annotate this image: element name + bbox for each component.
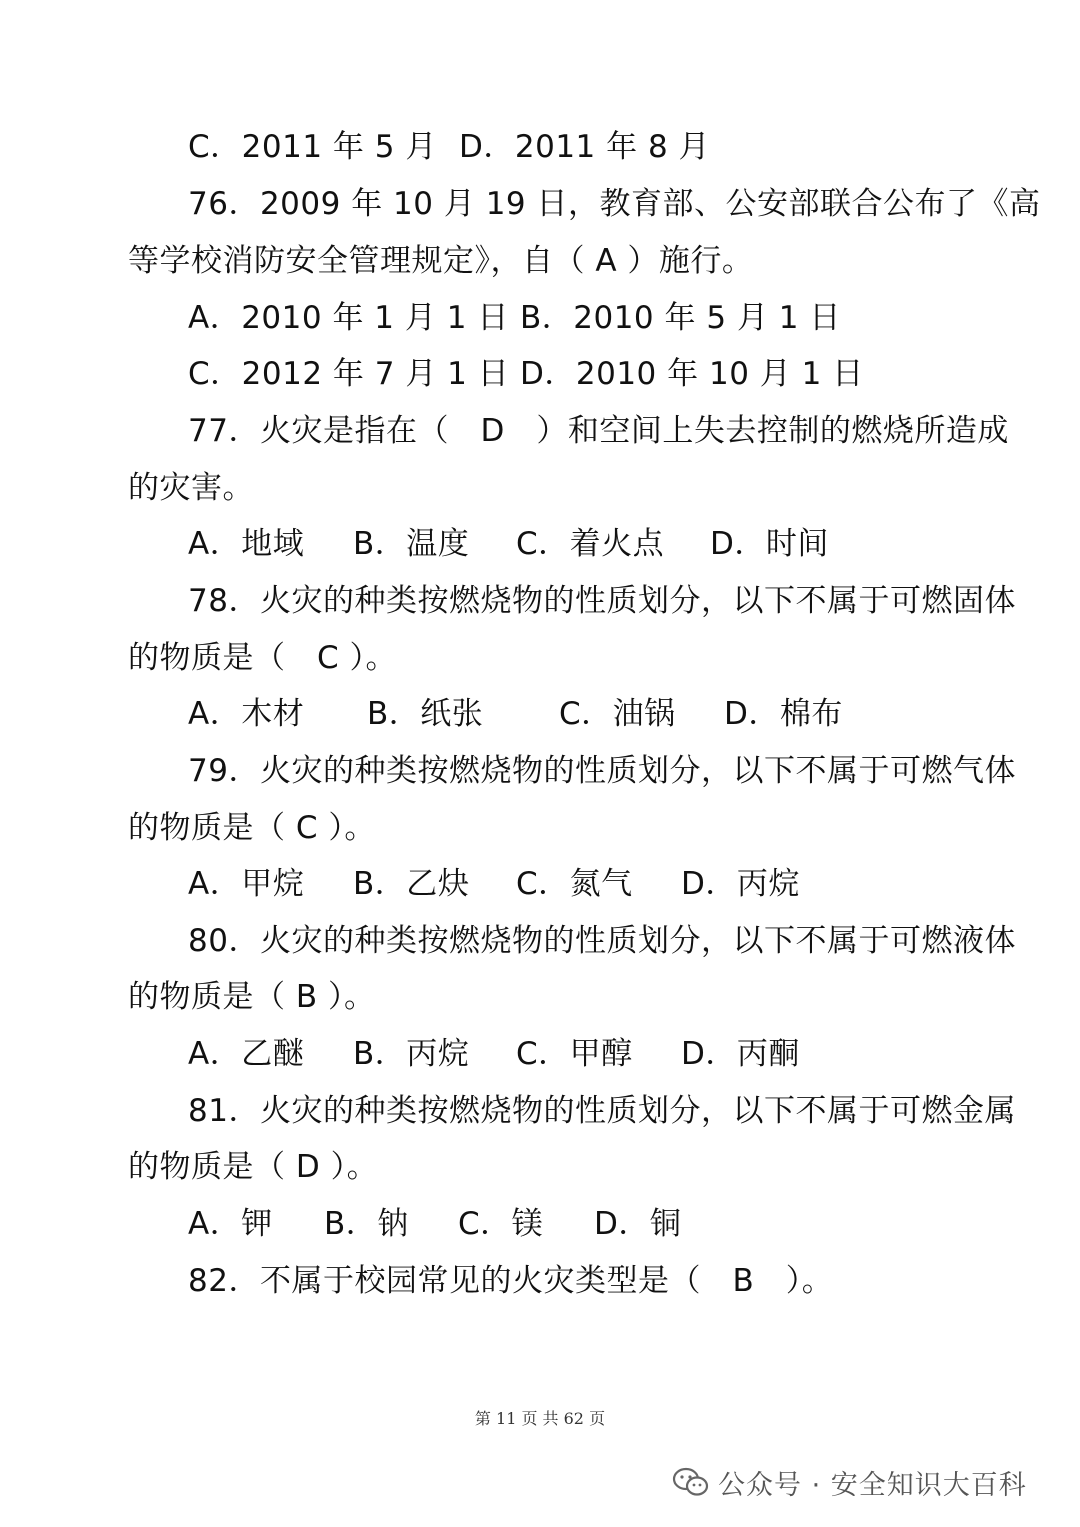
q76-text-line2: 等学校消防安全管理规定》，自（ A ）施行。 [128,243,754,279]
q79-option-d: D．丙烷 [681,866,800,902]
page-number-footer: 第 11 页 共 62 页 [474,1409,606,1428]
q75-option-d: D．2011 年 8 月 [459,129,711,165]
q79-option-c: C．氮气 [516,866,633,902]
q77-text-line2: 的灾害。 [128,470,254,506]
q77-text-line1: 77．火灾是指在（ D ）和空间上失去控制的燃烧所造成 [188,413,1009,449]
q80-text-line2: 的物质是（ B ）。 [128,979,376,1015]
q79-text-line1: 79．火灾的种类按燃烧物的性质划分，以下不属于可燃气体 [188,753,1016,789]
q80-text-line1: 80．火灾的种类按燃烧物的性质划分，以下不属于可燃液体 [188,923,1016,959]
q79-option-a: A．甲烷 [188,866,305,902]
q75-option-c: C．2011 年 5 月 [188,129,437,165]
q82-text-line1: 82．不属于校园常见的火灾类型是（ B ）。 [188,1263,834,1299]
q76-option-a: A．2010 年 1 月 1 日 [188,300,509,336]
q81-option-a: A．钾 [188,1206,273,1242]
q78-option-c: C．油锅 [559,696,676,732]
q78-option-d: D．棉布 [724,696,843,732]
q77-option-b: B．温度 [353,526,470,562]
watermark-text: 公众号 · 安全知识大百科 [718,1469,1027,1501]
q81-option-b: B．钠 [324,1206,409,1242]
q81-text-line2: 的物质是（ D ）。 [128,1149,379,1185]
q76-option-b: B．2010 年 5 月 1 日 [520,300,841,336]
q78-text-line2: 的物质是（ C ）。 [128,640,397,676]
wechat-icon [672,1466,710,1498]
q76-option-c: C．2012 年 7 月 1 日 [188,356,510,392]
q77-option-c: C．着火点 [516,526,665,562]
q79-text-line2: 的物质是（ C ）。 [128,810,376,846]
q81-option-d: D．铜 [594,1206,682,1242]
q76-text-line1: 76．2009 年 10 月 19 日，教育部、公安部联合公布了《高 [188,186,1041,222]
q77-option-d: D．时间 [710,526,829,562]
q78-option-a: A．木材 [188,696,305,732]
q80-option-a: A．乙醚 [188,1036,305,1072]
q81-text-line1: 81．火灾的种类按燃烧物的性质划分，以下不属于可燃金属 [188,1093,1016,1129]
q80-option-c: C．甲醇 [516,1036,633,1072]
q81-option-c: C．镁 [458,1206,544,1242]
q76-option-d: D．2010 年 10 月 1 日 [520,356,864,392]
q79-option-b: B．乙炔 [353,866,470,902]
q78-option-b: B．纸张 [367,696,484,732]
q80-option-b: B．丙烷 [353,1036,470,1072]
watermark [672,1462,1027,1502]
q78-text-line1: 78．火灾的种类按燃烧物的性质划分，以下不属于可燃固体 [188,583,1016,619]
q80-option-d: D．丙酮 [681,1036,800,1072]
q77-option-a: A．地域 [188,526,305,562]
